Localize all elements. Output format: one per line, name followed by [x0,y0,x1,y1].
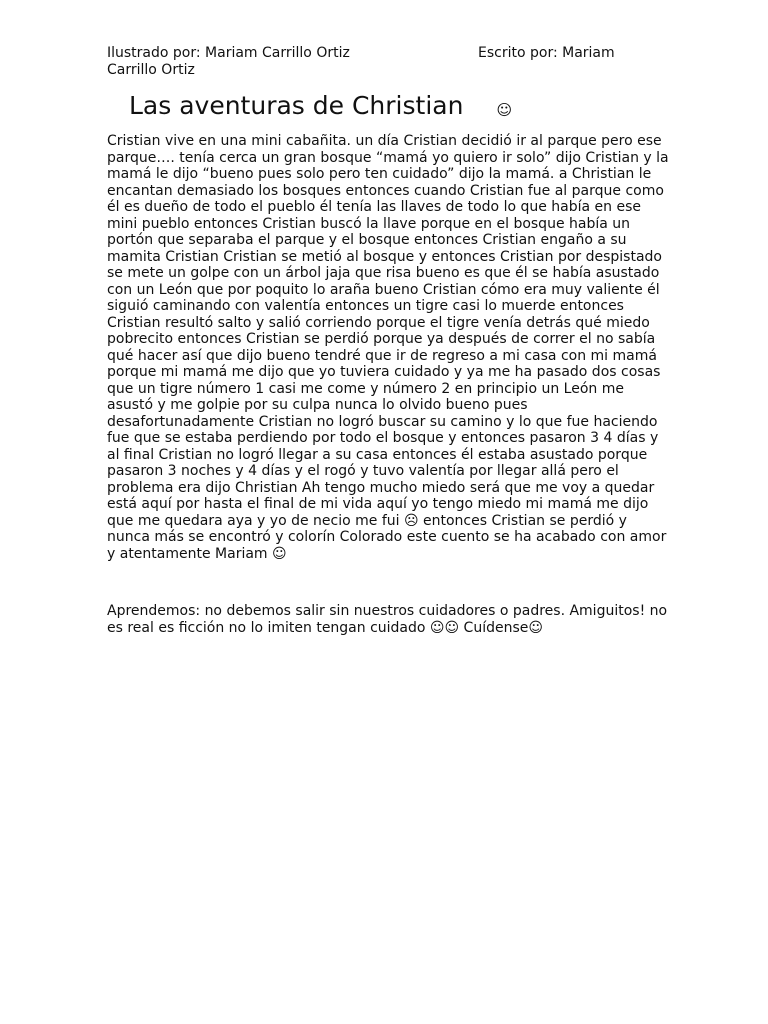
credits-block [107,45,667,79]
writer-credit-continued: Carrillo Ortiz [107,62,195,78]
smiley-icon: ☺ [496,100,513,119]
moral-paragraph: Aprendemos: no debemos salir sin nuestros cuidadores o padres. Amiguitos! no es real es ficción no lo imiten tengan cuidado ☺☺ Cuídense☺ [107,603,668,636]
title-row [129,90,512,122]
illustrator-credit: Ilustrado por: Mariam Carrillo Ortiz [107,45,350,61]
story-body: Cristian vive en una mini cabañita. un día Cristian decidió ir al parque pero ese parque…. tenía cerca un gran bosque “mamá yo quiero ir solo” dijo Cristian y la mamá le dijo “bueno pues solo pero ten cuidado” dijo la mamá. a Christian le encantan demasiado los bosques entonces cuando Cristian fue al parque como él es dueño de todo el pueblo él tenía las llaves de todo lo que había en ese mini pueblo entonces Cristian buscó la llave porque en el bosque había un portón que separaba el parque y el bosque entonces Cristian engaño a su mamita Cristian Cristian se metió al bosque y entonces Cristian por despistado se mete un golpe con un árbol jaja que risa bueno es que él se había asustado con un León que por poquito lo araña bueno Cristian cómo era muy valiente él siguió caminando con valentía entonces un tigre casi lo muerde entonces Cristian resultó salto y salió corriendo porque el tigre venía detrás qué miedo pobrecito entonces Cristian se perdió porque ya después de correr el no sabía qué hacer así que dijo bueno tendré que ir de regreso a mi casa con mi mamá porque mi mamá me dijo que yo tuviera cuidado y ya me ha pasado dos cosas que un tigre número 1 casi me come y número 2 en principio un León me asustó y me golpie por su culpa nunca lo olvido bueno pues desafortunadamente Cristian no logró buscar su camino y lo que fue haciendo fue que se estaba perdiendo por todo el bosque y entonces pasaron 3 4 días y al final Cristian no logró llegar a su casa entonces él estaba asustado porque pasaron 3 noches y 4 días y el rogó y tuvo valentía por llegar allá pero el problema era dijo Christian Ah tengo mucho miedo será que me voy a quedar está aquí por hasta el final de mi vida aquí yo tengo miedo mi mamá me dijo que me quedara aya y yo de necio me fui ☹ entonces Cristian se perdió y nunca más se encontró y colorín Colorado este cuento se ha acabado con amor y atentamente Mariam ☺ [107,133,669,562]
story-title: Las aventuras de Christian [129,91,464,120]
writer-credit: Escrito por: Mariam [478,45,615,61]
